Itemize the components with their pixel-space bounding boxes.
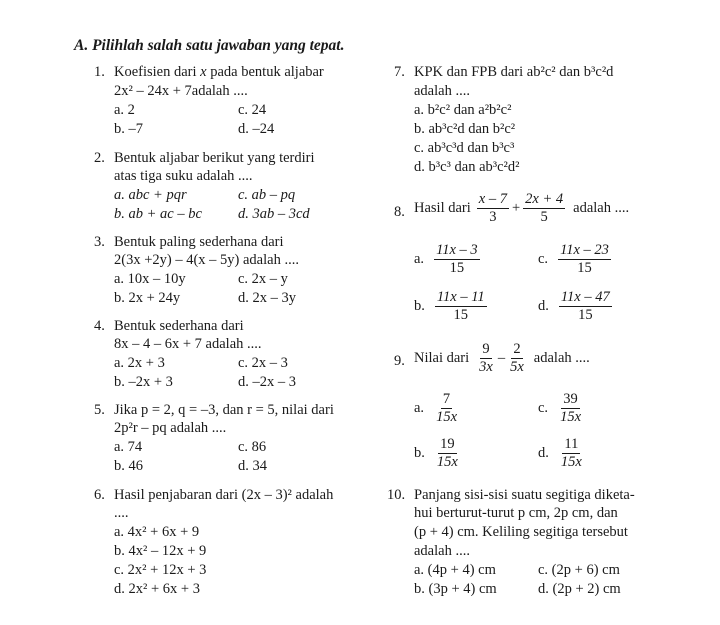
q8-option-a[interactable]: a. $\frac{11x - 3}{15}$ <box>414 242 478 276</box>
q8-f1-numerator: x – 7 <box>478 191 507 207</box>
q9-option-b[interactable]: b. $\frac{19}{15x}$ <box>414 436 458 470</box>
q6-option-b[interactable]: b. 4x² – 12x + 9 <box>114 543 207 559</box>
q8-option-c[interactable]: c. $\frac{11x - 23}{15}$ <box>538 242 609 276</box>
q1-option-b[interactable]: b. –7 <box>114 121 143 137</box>
q2-number: 2. <box>94 150 105 166</box>
q4-option-a[interactable]: a. 2x + 3 <box>114 355 165 371</box>
q6-stem-line1: Hasil penjabaran dari (2x – 3)² adalah <box>114 487 334 503</box>
q10-stem-line3: (p + 4) cm. Keliling segitiga tersebut <box>414 524 628 540</box>
q5-option-c[interactable]: c. 86 <box>238 439 267 455</box>
q2-option-b[interactable]: b. ab + ac – bc <box>114 206 202 222</box>
q6-option-a[interactable]: a. 4x² + 6x + 9 <box>114 524 200 540</box>
q7-option-b[interactable]: b. ab³c²d dan b²c² <box>414 121 516 137</box>
q2-stem-line2: atas tiga suku adalah .... <box>114 168 253 184</box>
q10-stem-line2: hui berturut-turut p cm, 2p cm, dan <box>414 505 618 521</box>
q5-number: 5. <box>94 402 105 418</box>
q9-option-a[interactable]: a. $\frac{7}{15x}$ <box>414 391 457 425</box>
q8-number: 8. <box>394 204 405 220</box>
q9-f2-denominator: 5x <box>510 359 524 375</box>
q10-option-c[interactable]: c. (2p + 6) cm <box>538 562 620 578</box>
q3-stem-line1: Bentuk paling sederhana dari <box>114 234 284 250</box>
q4-option-d[interactable]: d. –2x – 3 <box>238 374 296 390</box>
q9-stem <box>414 341 590 376</box>
q8-prefix: Hasil dari <box>414 200 471 216</box>
q7-number: 7. <box>394 64 405 80</box>
q3-option-c[interactable]: c. 2x – y <box>238 271 288 287</box>
q9-f2-numerator: 2 <box>513 341 521 357</box>
q1-stem-line2: 2x² – 24x + 7adalah .... <box>114 83 248 99</box>
q9-fraction-1 <box>477 341 495 376</box>
q1-stem-line1: Koefisien dari x pada bentuk aljabar <box>114 64 324 80</box>
q5-option-d[interactable]: d. 34 <box>238 458 267 474</box>
q1-option-a[interactable]: a. 2 <box>114 102 135 118</box>
q6-option-c[interactable]: c. 2x² + 12x + 3 <box>114 562 207 578</box>
q5-option-b[interactable]: b. 46 <box>114 458 143 474</box>
q1-option-d[interactable]: d. –24 <box>238 121 275 137</box>
q9-option-c[interactable]: c. $\frac{39}{15x}$ <box>538 391 581 425</box>
q10-option-d[interactable]: d. (2p + 2) cm <box>538 581 621 597</box>
q8-f2-denominator: 5 <box>540 209 548 225</box>
q9-operator: – <box>497 350 506 366</box>
q2-option-a[interactable]: a. abc + pqr <box>114 187 187 203</box>
q8-operator: + <box>511 200 521 216</box>
q9-f1-denominator: 3x <box>479 359 493 375</box>
q8-suffix: adalah .... <box>573 200 630 216</box>
q8-fraction-2 <box>523 191 565 226</box>
q9-number: 9. <box>394 353 405 369</box>
section-heading: A. Pilihlah salah satu jawaban yang tepat. <box>74 37 345 54</box>
q5-stem-line2: 2p²r – pq adalah .... <box>114 420 227 436</box>
q1-number: 1. <box>94 64 105 80</box>
q10-option-b[interactable]: b. (3p + 4) cm <box>414 581 497 597</box>
q2-stem-line1: Bentuk aljabar berikut yang terdiri <box>114 150 315 166</box>
q2-option-d[interactable]: d. 3ab – 3cd <box>238 206 310 222</box>
q7-option-a[interactable]: a. b²c² dan a²b²c² <box>414 102 512 118</box>
q7-option-d[interactable]: d. b³c³ dan ab³c²d² <box>414 159 520 175</box>
q7-option-c[interactable]: c. ab³c³d dan b³c³ <box>414 140 515 156</box>
q3-option-a[interactable]: a. 10x – 10y <box>114 271 186 287</box>
q7-stem-line2: adalah .... <box>414 83 470 99</box>
q9-prefix: Nilai dari <box>414 350 470 366</box>
q8-option-b[interactable]: b. $\frac{11x - 11}{15}$ <box>414 289 485 323</box>
q8-stem <box>414 191 629 226</box>
q3-number: 3. <box>94 234 105 250</box>
q3-option-b[interactable]: b. 2x + 24y <box>114 290 181 306</box>
q8-f2-numerator: 2x + 4 <box>525 191 564 207</box>
q2-option-c[interactable]: c. ab – pq <box>238 187 296 203</box>
q8-f1-denominator: 3 <box>489 209 497 225</box>
q4-stem-line2: 8x – 4 – 6x + 7 adalah .... <box>114 336 262 352</box>
q6-stem-line2: .... <box>114 505 129 521</box>
q10-stem-line4: adalah .... <box>414 543 470 559</box>
q5-option-a[interactable]: a. 74 <box>114 439 143 455</box>
q6-number: 6. <box>94 487 105 503</box>
q8-option-d[interactable]: d. $\frac{11x - 47}{15}$ <box>538 289 610 323</box>
q9-suffix: adalah .... <box>533 350 590 366</box>
q8-fraction-1 <box>477 191 509 226</box>
q3-stem-line2: 2(3x +2y) – 4(x – 5y) adalah .... <box>114 252 299 268</box>
q9-f1-numerator: 9 <box>482 341 490 357</box>
q10-option-a[interactable]: a. (4p + 4) cm <box>414 562 496 578</box>
q4-option-b[interactable]: b. –2x + 3 <box>114 374 173 390</box>
q4-option-c[interactable]: c. 2x – 3 <box>238 355 288 371</box>
q4-number: 4. <box>94 318 105 334</box>
q7-stem-line1: KPK dan FPB dari ab²c² dan b³c²d <box>414 64 614 80</box>
q9-fraction-2 <box>508 341 526 376</box>
q6-option-d[interactable]: d. 2x² + 6x + 3 <box>114 581 200 597</box>
q9-option-d[interactable]: d. $\frac{11}{15x}$ <box>538 436 582 470</box>
q3-option-d[interactable]: d. 2x – 3y <box>238 290 296 306</box>
q4-stem-line1: Bentuk sederhana dari <box>114 318 244 334</box>
q5-stem-line1: Jika p = 2, q = –3, dan r = 5, nilai dari <box>114 402 334 418</box>
q10-stem-line1: Panjang sisi-sisi suatu segitiga diketa- <box>414 487 635 503</box>
q1-option-c[interactable]: c. 24 <box>238 102 267 118</box>
q10-number: 10. <box>387 487 406 503</box>
